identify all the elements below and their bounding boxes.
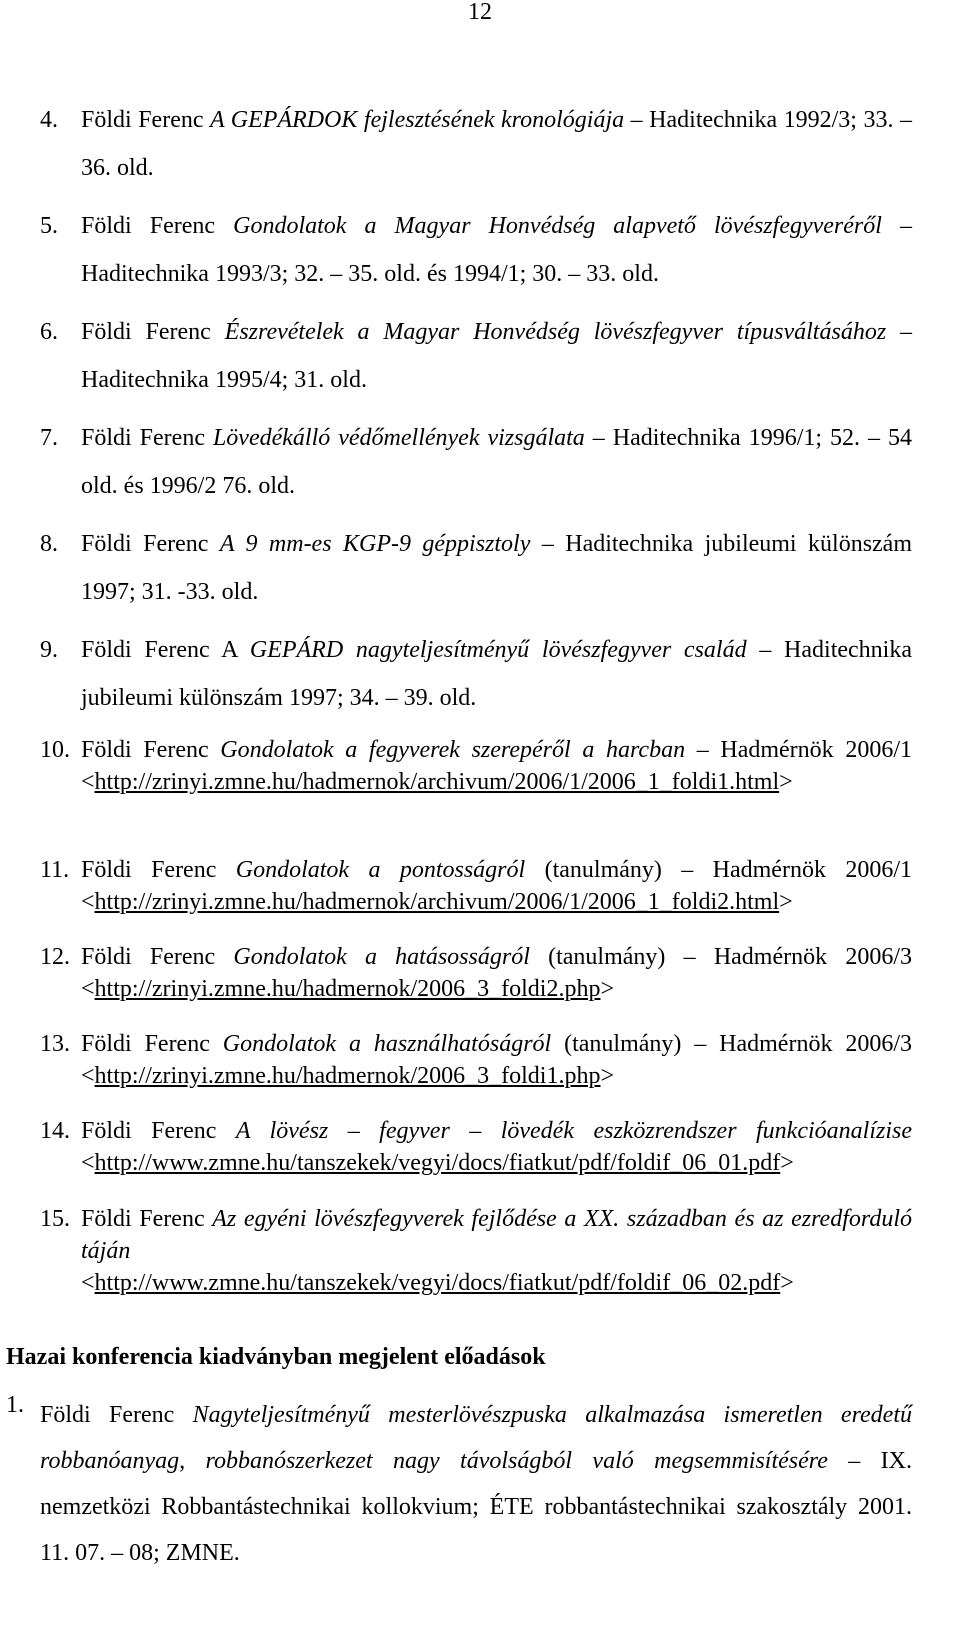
entry-title: Az egyéni lövészfegyverek fejlődése a XX. században és az ezredforduló táján bbox=[81, 1206, 912, 1264]
bibliography-entry-14 bbox=[40, 1115, 912, 1179]
bibliography-entry-5 bbox=[40, 202, 912, 298]
entry-title: Észrevételek a Magyar Honvédség lövészfegyver típusváltásához bbox=[224, 319, 887, 345]
entry-text: Földi Ferenc Gondolatok a Magyar Honvédség alapvető lövészfegyveréről – Haditechnika 1993/3; 32. – 35. old. és 1994/1; 30. – 33. old. bbox=[81, 213, 912, 287]
entry-number: 11. bbox=[40, 857, 70, 883]
entry-title: Gondolatok a Magyar Honvédség alapvető lövészfegyveréről bbox=[233, 213, 882, 239]
bibliography-entry-11 bbox=[40, 854, 912, 918]
bibliography-entry-9 bbox=[40, 626, 912, 722]
entry-text: Földi Ferenc Az egyéni lövészfegyverek fejlődése a XX. században és az ezredforduló táján <http://www.zmne.hu/tanszekek/vegyi/docs/fiatkut/pdf/foldif_06_02.pdf> bbox=[81, 1206, 912, 1296]
bibliography-entry-7 bbox=[40, 414, 912, 510]
entry-url-link[interactable]: http://zrinyi.zmne.hu/hadmernok/2006_3_foldi2.php bbox=[94, 976, 601, 1002]
entry-number: 1. bbox=[6, 1392, 24, 1418]
entry-title: A 9 mm-es KGP-9 géppisztoly bbox=[219, 531, 531, 557]
entry-number: 14. bbox=[40, 1118, 70, 1144]
entry-text: Földi Ferenc Lövedékálló védőmellények vizsgálata – Haditechnika 1996/1; 52. – 54 old. és 1996/2 76. old. bbox=[81, 425, 912, 499]
entry-url-link[interactable]: http://zrinyi.zmne.hu/hadmernok/archivum/2006/1/2006_1_foldi1.html bbox=[94, 769, 780, 795]
entry-number: 5. bbox=[40, 213, 58, 239]
entry-title: A lövész – fegyver – lövedék eszközrendszer funkcióanalízise bbox=[235, 1118, 912, 1144]
bibliography-entry-10 bbox=[40, 734, 912, 798]
entry-title: Gondolatok a használhatóságról bbox=[222, 1031, 552, 1057]
entry-url-link[interactable]: http://www.zmne.hu/tanszekek/vegyi/docs/fiatkut/pdf/foldif_06_02.pdf bbox=[94, 1270, 781, 1296]
bibliography-entry-13 bbox=[40, 1028, 912, 1092]
entry-url-link[interactable]: http://zrinyi.zmne.hu/hadmernok/archivum/2006/1/2006_1_foldi2.html bbox=[94, 889, 780, 915]
entry-text: Földi Ferenc A 9 mm-es KGP-9 géppisztoly – Haditechnika jubileumi különszám 1997; 31. -33. old. bbox=[81, 531, 913, 605]
entry-title: Gondolatok a pontosságról bbox=[235, 857, 526, 883]
entry-title: Gondolatok a fegyverek szerepéről a harcban bbox=[220, 737, 686, 763]
entry-title: A GEPÁRDOK fejlesztésének kronológiája bbox=[210, 107, 625, 133]
entry-title: Gondolatok a hatásosságról bbox=[233, 944, 530, 970]
bibliography-entry-12 bbox=[40, 941, 912, 1005]
entry-text: Földi Ferenc Gondolatok a hatásosságról (tanulmány) – Hadmérnök 2006/3 <http://zrinyi.zmne.hu/hadmernok/2006_3_foldi2.php> bbox=[81, 944, 912, 1002]
entry-number: 7. bbox=[40, 425, 58, 451]
entry-text: Földi Ferenc A lövész – fegyver – lövedék eszközrendszer funkcióanalízise <http://www.zmne.hu/tanszekek/vegyi/docs/fiatkut/pdf/foldif_06_01.pdf> bbox=[81, 1118, 912, 1176]
entry-text: Földi Ferenc Gondolatok a fegyverek szerepéről a harcban – Hadmérnök 2006/1 <http://zrinyi.zmne.hu/hadmernok/archivum/2006/1/2006_1_foldi1.html> bbox=[81, 737, 912, 795]
entry-number: 8. bbox=[40, 531, 58, 557]
entry-number: 4. bbox=[40, 107, 58, 133]
conference-entry-1 bbox=[6, 1392, 912, 1576]
section-heading: Hazai konferencia kiadványban megjelent előadások bbox=[6, 1344, 546, 1370]
entry-number: 9. bbox=[40, 637, 58, 663]
entry-title: GEPÁRD nagyteljesítményű lövészfegyver család bbox=[249, 637, 747, 663]
entry-text: Földi Ferenc Észrevételek a Magyar Honvédség lövészfegyver típusváltásához – Haditechnika 1995/4; 31. old. bbox=[81, 319, 912, 393]
bibliography-entry-6 bbox=[40, 308, 912, 404]
bibliography-entry-4 bbox=[40, 96, 912, 192]
entry-number: 13. bbox=[40, 1031, 70, 1057]
entry-title: Lövedékálló védőmellények vizsgálata bbox=[212, 425, 585, 451]
entry-number: 10. bbox=[40, 737, 70, 763]
page-number: 12 bbox=[468, 0, 492, 25]
entry-text: Földi Ferenc Nagyteljesítményű mesterlövészpuska alkalmazása ismeretlen eredetű robbanóanyag, robbanószerkezet nagy távolságból való megsemmisítésére – IX. nemzetközi Robbantástechnikai kollokvium; ÉTE robbantástechnikai szakosztály 2001. 11. 07. – 08; ZMNE. bbox=[40, 1402, 912, 1566]
entry-text: Földi Ferenc A GEPÁRD nagyteljesítményű lövészfegyver család – Haditechnika jubileumi különszám 1997; 34. – 39. old. bbox=[81, 637, 913, 711]
entry-url-link[interactable]: http://www.zmne.hu/tanszekek/vegyi/docs/fiatkut/pdf/foldif_06_01.pdf bbox=[94, 1150, 781, 1176]
entry-text: Földi Ferenc Gondolatok a pontosságról (tanulmány) – Hadmérnök 2006/1 <http://zrinyi.zmne.hu/hadmernok/archivum/2006/1/2006_1_foldi2.html> bbox=[81, 857, 912, 915]
entry-url-link[interactable]: http://zrinyi.zmne.hu/hadmernok/2006_3_foldi1.php bbox=[94, 1063, 601, 1089]
entry-text: Földi Ferenc Gondolatok a használhatóságról (tanulmány) – Hadmérnök 2006/3 <http://zrinyi.zmne.hu/hadmernok/2006_3_foldi1.php> bbox=[81, 1031, 912, 1089]
entry-number: 12. bbox=[40, 944, 70, 970]
entry-number: 6. bbox=[40, 319, 58, 345]
entry-number: 15. bbox=[40, 1206, 70, 1232]
bibliography-entry-8 bbox=[40, 520, 912, 616]
entry-text: Földi Ferenc A GEPÁRDOK fejlesztésének kronológiája – Haditechnika 1992/3; 33. – 36. old. bbox=[81, 107, 912, 181]
entry-title: Nagyteljesítményű mesterlövészpuska alkalmazása ismeretlen eredetű robbanóanyag, robbanószerkezet nagy távolságból való megsemmisítésére bbox=[40, 1402, 912, 1474]
bibliography-entry-15 bbox=[40, 1203, 912, 1299]
